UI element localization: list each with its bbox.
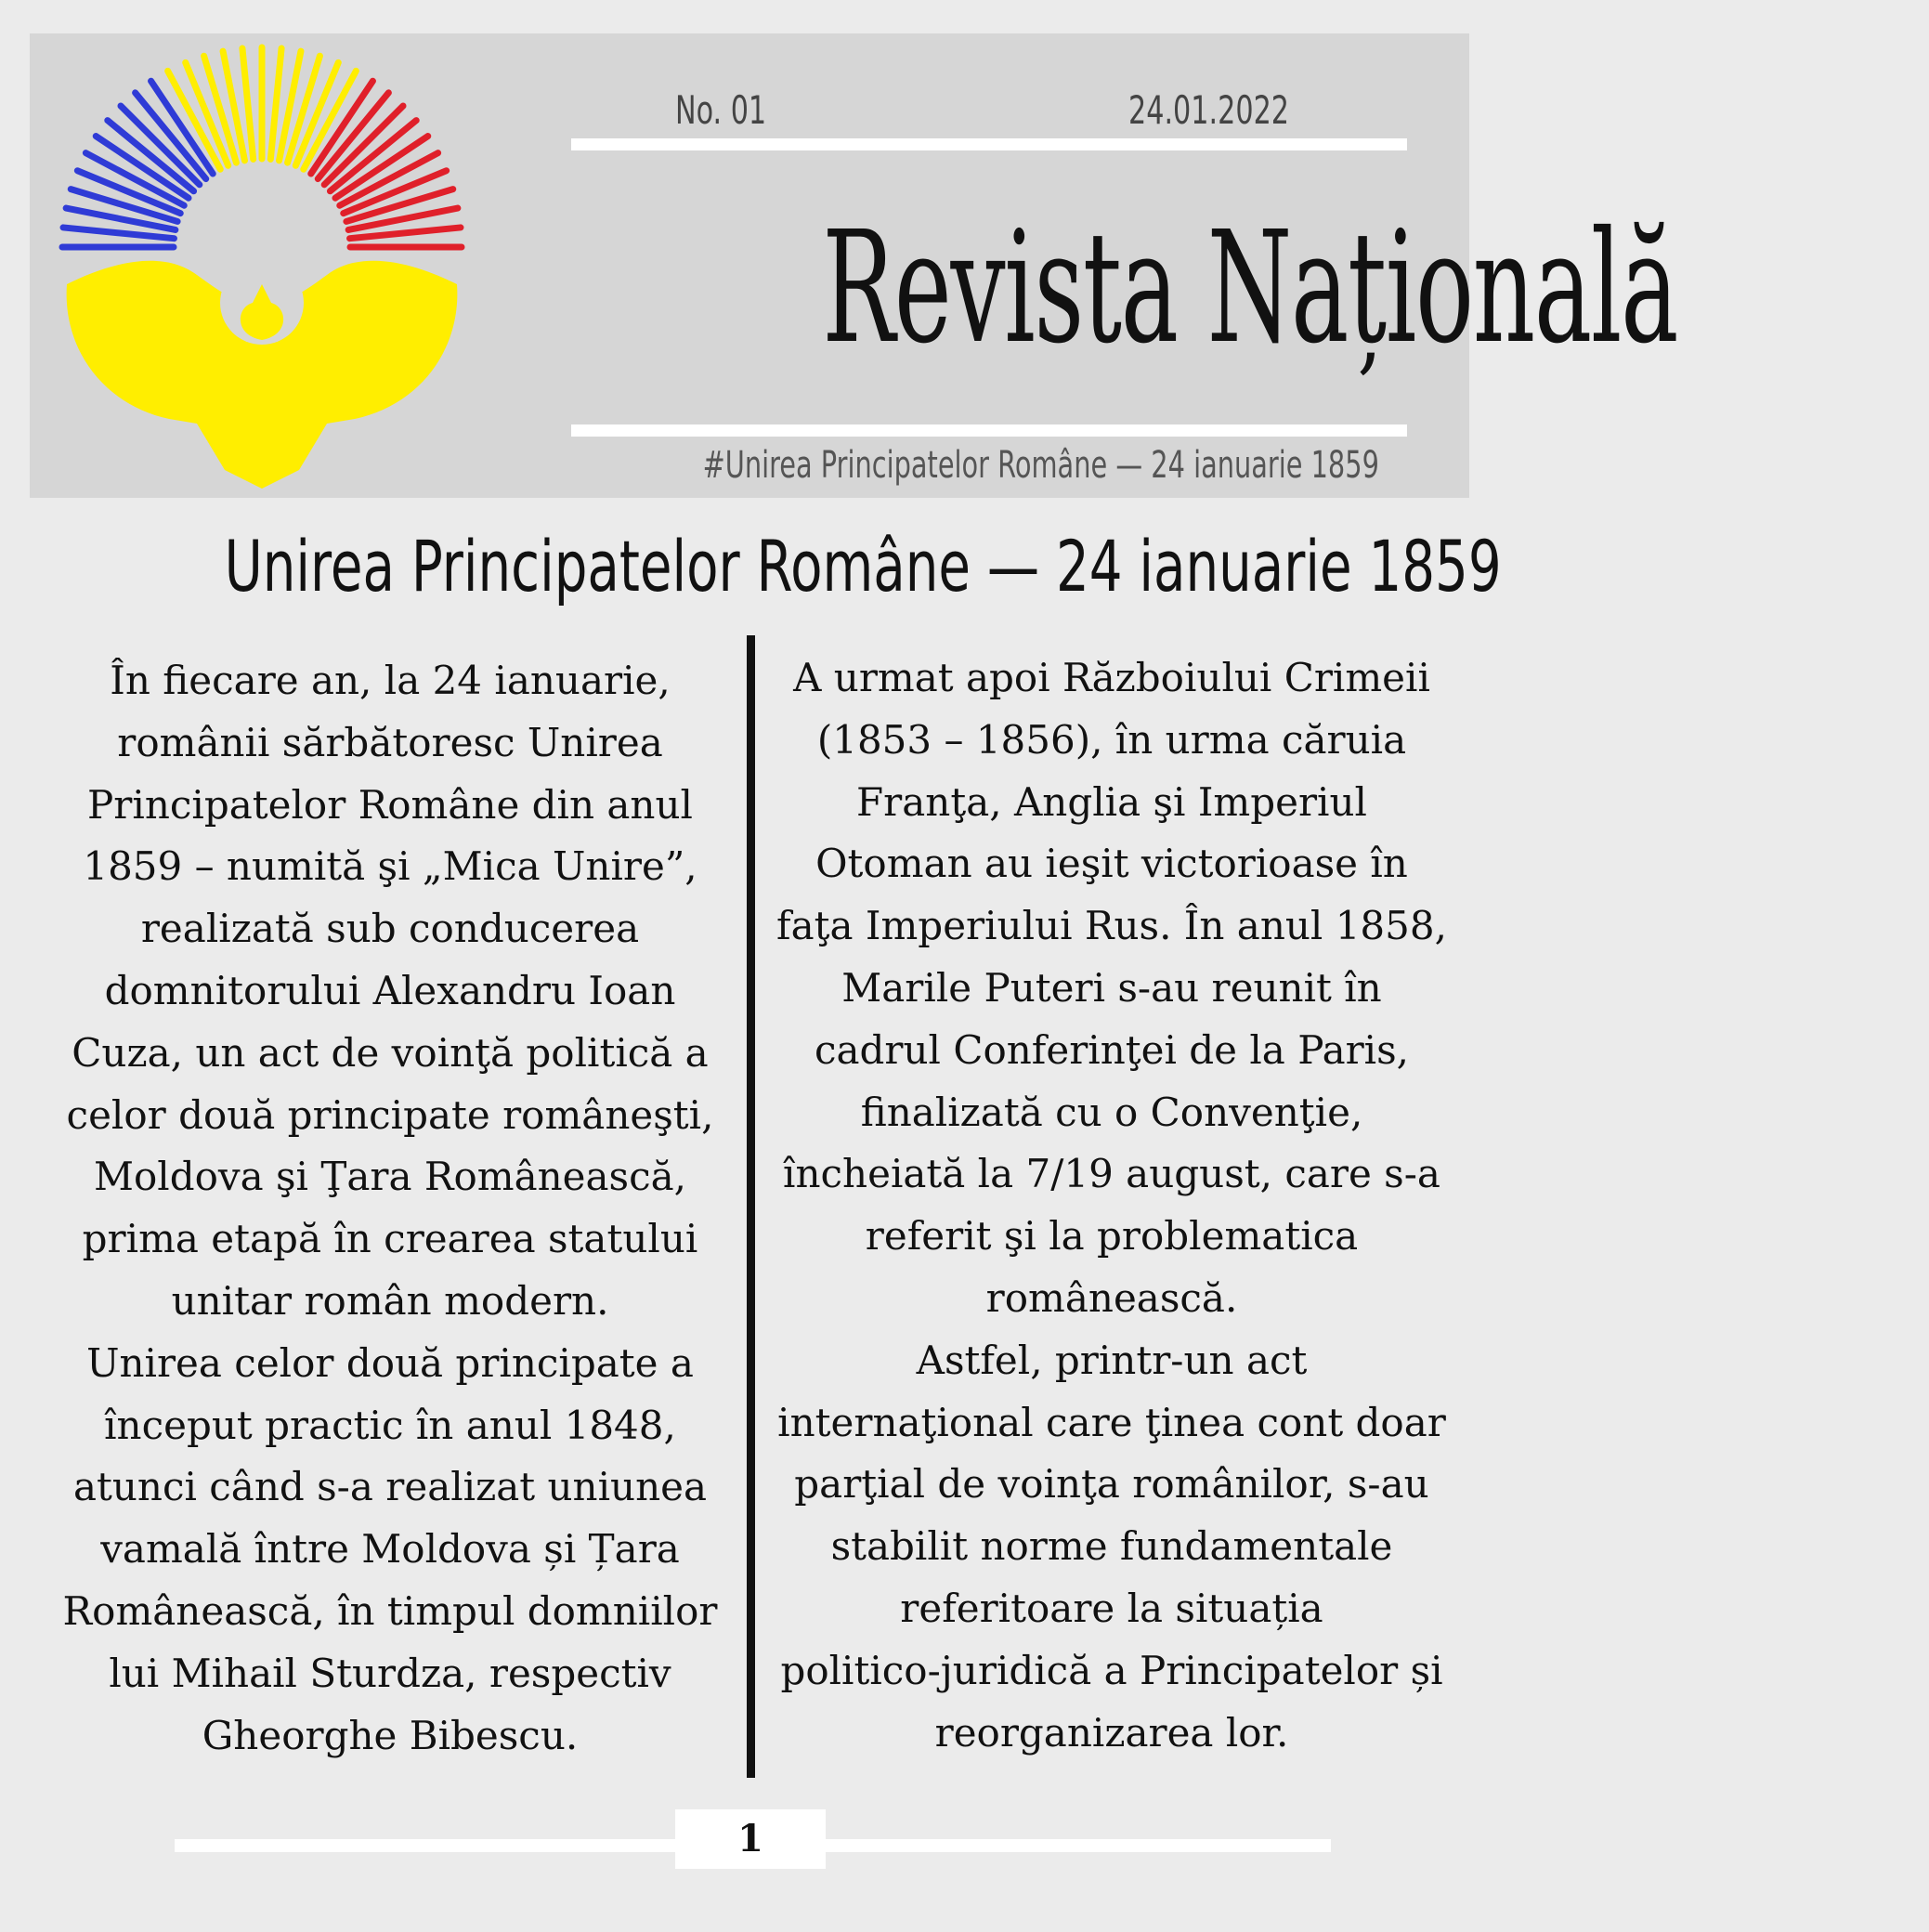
- article-line: lui Mihail Sturdza, respectiv: [109, 1650, 671, 1696]
- article-line: domnitorului Alexandru Ioan: [104, 967, 676, 1013]
- article-line: românii sărbătoresc Unirea: [117, 719, 663, 765]
- header-rule-bottom: [571, 424, 1407, 437]
- article-line: stabilit norme fundamentale: [830, 1523, 1393, 1570]
- issue-date: 24.01.2022: [1128, 87, 1290, 133]
- header-rule-top: [571, 138, 1407, 150]
- article-line: Gheorghe Bibescu.: [202, 1712, 579, 1758]
- tricolor-eagle-logo: [48, 52, 476, 479]
- article-line: cadrul Conferinţei de la Paris,: [814, 1026, 1410, 1073]
- article-line: politico-juridică a Principatelor și: [780, 1647, 1443, 1693]
- article-line: finalizată cu o Convenţie,: [860, 1089, 1363, 1135]
- article-line: parţial de voinţa românilor, s-au: [794, 1461, 1429, 1508]
- article-line: Marile Puteri s-au reunit în: [841, 964, 1382, 1011]
- article-line: referitoare la situația: [900, 1585, 1323, 1631]
- article-line: referit şi la problematica: [865, 1213, 1359, 1260]
- article-line: Astfel, printr-un act: [916, 1337, 1308, 1383]
- article-line: unitar român modern.: [171, 1277, 609, 1324]
- article-line: reorganizarea lor.: [934, 1709, 1289, 1756]
- article-line: Moldova şi Ţara Românească,: [93, 1154, 687, 1200]
- article-line: Otoman au ieşit victorioase în: [815, 841, 1408, 887]
- article-line: realizată sub conducerea: [140, 906, 640, 952]
- article-line: Franţa, Anglia şi Imperiul: [856, 778, 1367, 825]
- article-column-left: [33, 650, 748, 1767]
- article-line: prima etapă în crearea statului: [82, 1216, 698, 1262]
- article-line: faţa Imperiului Rus. În anul 1858,: [776, 903, 1447, 949]
- article-line: 1859 – numită şi „Mica Unire”,: [83, 843, 697, 890]
- page-number: 1: [675, 1809, 826, 1869]
- article-line: A urmat apoi Războiului Crimeii: [793, 655, 1430, 700]
- header-tagline: #Unirea Principatelor Române — 24 ianuarie 1859: [702, 444, 1379, 487]
- logo-ray: [324, 106, 403, 185]
- article-title: Unirea Principatelor Române — 24 ianuarie 1859: [224, 525, 1502, 607]
- magazine-title: Revista Națională: [822, 199, 1678, 378]
- article-line: Românească, în timpul domniilor: [62, 1587, 718, 1634]
- article-line: vamală între Moldova și Țara: [100, 1526, 680, 1573]
- article-line: (1853 – 1856), în urma căruia: [816, 716, 1407, 763]
- masthead-header: [30, 33, 1678, 498]
- article-line: În fiecare an, la 24 ianuarie,: [110, 658, 671, 703]
- article-line: celor două principate româneşti,: [66, 1091, 714, 1138]
- article-line: Principatelor Române din anul: [87, 781, 693, 828]
- article-line: atunci când s-a realizat uniunea: [72, 1464, 708, 1510]
- article-line: internaţional care ţinea cont doar: [777, 1399, 1446, 1445]
- article-line: început practic în anul 1848,: [104, 1402, 676, 1448]
- issue-date-line: [571, 87, 1290, 134]
- article-line: românească.: [985, 1274, 1238, 1321]
- article-line: încheiată la 7/19 august, care s-a: [783, 1151, 1440, 1197]
- article-line: Cuza, un act de voinţă politică a: [72, 1029, 709, 1076]
- logo-ray: [121, 106, 200, 185]
- issue-number: No. 01: [675, 87, 767, 133]
- article-column-right: [754, 647, 1469, 1764]
- article-line: Unirea celor două principate a: [86, 1339, 694, 1386]
